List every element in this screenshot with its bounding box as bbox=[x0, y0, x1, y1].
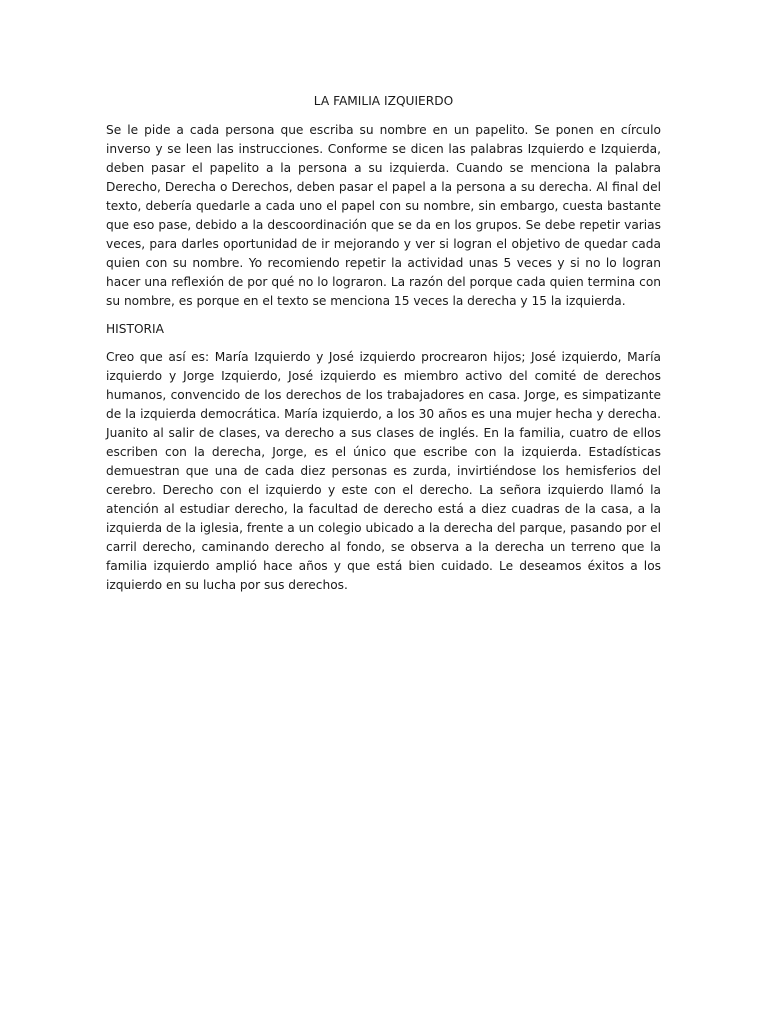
intro-paragraph: Se le pide a cada persona que escriba su nombre en un papelito. Se ponen en círculo inverso y se leen las instrucciones. Conforme se dicen las palabras Izquierdo e Izquierda, deben pasar el papelito a la persona a su izquierda. Cuando se menciona la palabra Derecho, Derecha o Derechos, deben pasar el papel a la persona a su derecha. Al final del texto, debería quedarle a cada uno el papel con su nombre, sin embargo, cuesta bastante que eso pase, debido a la descoordinación que se da en los grupos. Se debe repetir varias veces, para darles oportunidad de ir mejorando y ver si logran el objetivo de quedar cada quien con su nombre. Yo recomiendo repetir la actividad unas 5 veces y si no lo logran hacer una reflexión de por qué no lo lograron. La razón del porque cada quien termina con su nombre, es porque en el texto se menciona 15 veces la derecha y 15 la izquierda. bbox=[106, 123, 661, 308]
document-page bbox=[106, 92, 661, 604]
story-paragraph: Creo que así es: María Izquierdo y José izquierdo procrearon hijos; José izquierdo, María izquierdo y Jorge Izquierdo, José izquierdo es miembro activo del comité de derechos humanos, convencido de los derechos de los trabajadores en casa. Jorge, es simpatizante de la izquierda democrática. María izquierdo, a los 30 años es una mujer hecha y derecha. Juanito al salir de clases, va derecho a sus clases de inglés. En la familia, cuatro de ellos escriben con la derecha, Jorge, es el único que escribe con la izquierda. Estadísticas demuestran que una de cada diez personas es zurda, invirtiéndose los hemisferios del cerebro. Derecho con el izquierdo y este con el derecho. La señora izquierdo llamó la atención al estudiar derecho, la facultad de derecho está a diez cuadras de la casa, a la izquierda de la iglesia, frente a un colegio ubicado a la derecha del parque, pasando por el carril derecho, caminando derecho al fondo, se observa a la derecha un terreno que la familia izquierdo amplió hace años y que está bien cuidado. Le deseamos éxitos a los izquierdo en su lucha por sus derechos. bbox=[106, 350, 661, 592]
section-heading: HISTORIA bbox=[106, 322, 164, 336]
document-title: LA FAMILIA IZQUIERDO bbox=[313, 94, 454, 108]
